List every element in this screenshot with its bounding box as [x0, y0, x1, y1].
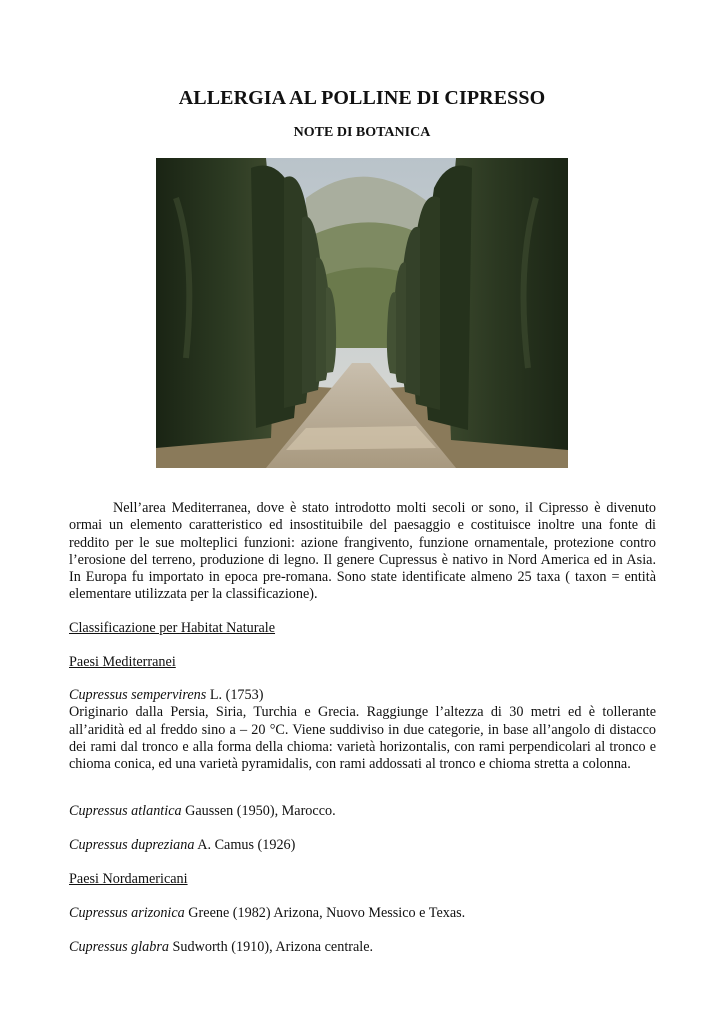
- species-details: Sudworth (1910), Arizona centrale.: [168, 939, 374, 955]
- sempervirens-entry: [69, 687, 656, 773]
- document-title: ALLERGIA AL POLLINE DI CIPRESSO: [178, 87, 546, 109]
- species-details: Gaussen (1950), Marocco.: [181, 803, 336, 819]
- sempervirens-title-line: [69, 687, 656, 704]
- species-author: L. (1753): [206, 687, 264, 703]
- species-name: Cupressus dupreziana: [69, 837, 195, 853]
- sempervirens-description: Originario dalla Persia, Siria, Turchia e Grecia. Raggiunge l’altezza di 30 metri ed è tollerante all’aridità ed al freddo sino a – 20 °C. Viene suddiviso in due categorie, in base all’angolo di distacco dei rami dal tronco e alla forma della chioma: varietà horizontalis, con rami perpendicolari al tronco e chioma conica, ed una varietà pyramidalis, con rami addossati al tronco e chioma stretta a colonna.: [69, 704, 656, 773]
- species-name: Cupressus arizonica: [69, 905, 185, 921]
- species-details: Greene (1982) Arizona, Nuovo Messico e Texas.: [184, 905, 466, 921]
- species-name: Cupressus atlantica: [69, 803, 182, 819]
- species-details: A. Camus (1926): [194, 837, 296, 853]
- mediterranean-heading: Paesi Mediterranei: [69, 654, 176, 670]
- document-subtitle: NOTE DI BOTANICA: [293, 125, 431, 140]
- species-name: Cupressus glabra: [69, 939, 169, 955]
- habitat-heading: Classificazione per Habitat Naturale: [69, 620, 276, 636]
- atlantica-entry: [69, 803, 656, 820]
- dupreziana-entry: [69, 837, 656, 854]
- species-name: Cupressus sempervirens: [69, 687, 207, 703]
- glabra-entry: [69, 939, 656, 956]
- cypress-avenue-photo: [156, 158, 568, 468]
- north-american-heading: Paesi Nordamericani: [69, 871, 188, 887]
- intro-paragraph: Nell’area Mediterranea, dove è stato introdotto molti secoli or sono, il Cipresso è divenuto ormai un elemento caratteristico ed insostituibile del paesaggio e costituisce inoltre una fonte di reddito per le sue molteplici funzioni: azione frangivento, funzione ornamentale, protezione contro l’erosione del terreno, produzione di legno. Il genere Cupressus è nativo in Nord America ed in Asia. In Europa fu importato in epoca pre-romana. Sono state identificate almeno 25 taxa ( taxon = entità elementare utilizzata per la classificazione).: [69, 500, 656, 603]
- arizonica-entry: [69, 905, 656, 922]
